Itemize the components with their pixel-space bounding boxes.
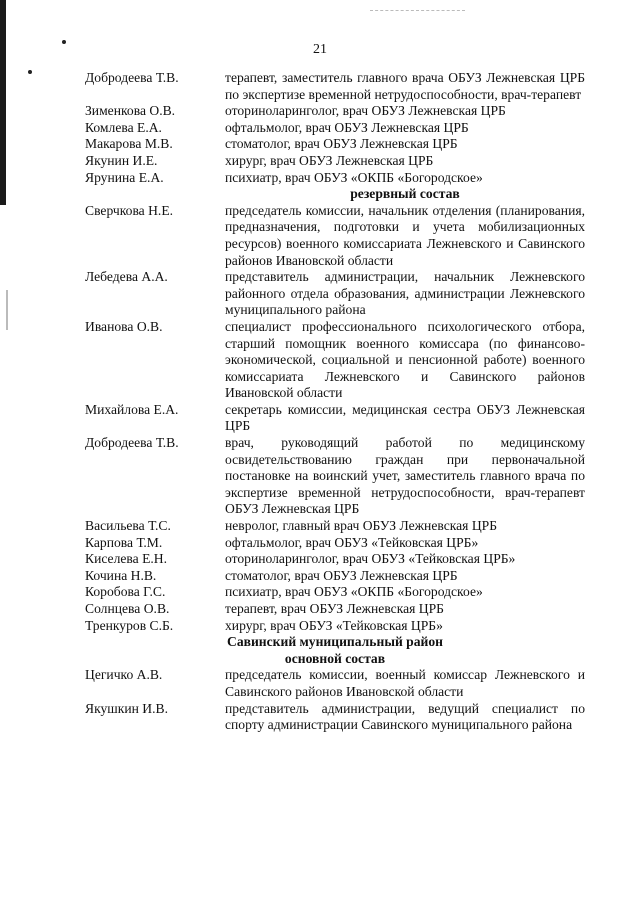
member-role: председатель комиссии, начальник отделения (планирования, предназначения, подготовки и учета мобилизационных ресурсов) военного комиссариата Лежневского и Савинского районов Ивановской области: [225, 202, 585, 268]
member-role: хирург, врач ОБУЗ Лежневская ЦРБ: [225, 152, 434, 168]
scan-edge-bar: [0, 0, 6, 205]
district-heading: Савинский муниципальный район: [227, 634, 443, 650]
scan-dot: [28, 70, 32, 74]
member-row: [85, 319, 585, 402]
member-role: специалист профессионального психологического отбора, старший помощник военного комиссара (по финансово-экономической, социальной и пенсионной работе) военного комиссариата Лежневского и Савинского районов Ивановской области: [225, 318, 585, 401]
member-row: [85, 103, 585, 120]
member-role: терапевт, заместитель главного врача ОБУЗ Лежневская ЦРБ по экспертизе временной нетрудоспособности, врач-терапевт: [225, 70, 585, 102]
member-name: Карпова Т.М.: [85, 534, 163, 550]
member-role: представитель администрации, начальник Лежневского районного отдела образования, администрации Лежневского муниципального района: [225, 269, 585, 318]
member-row: [85, 269, 585, 319]
member-name: Тренкуров С.Б.: [85, 617, 174, 633]
member-name: Иванова О.В.: [85, 318, 163, 334]
member-row: [85, 518, 585, 535]
member-role: невролог, главный врач ОБУЗ Лежневская ЦРБ: [225, 518, 497, 534]
page-number: 21: [313, 42, 327, 57]
member-row: [85, 568, 585, 585]
member-row: [85, 535, 585, 552]
member-name: Якушкин И.В.: [85, 700, 168, 716]
member-row: [85, 153, 585, 170]
member-name: Цегичко А.В.: [85, 667, 163, 683]
member-name: Коробова Г.С.: [85, 584, 166, 600]
section-heading: резервный состав: [350, 186, 460, 202]
member-row: [85, 618, 585, 635]
member-role: хирург, врач ОБУЗ «Тейковская ЦРБ»: [225, 617, 443, 633]
member-row: [85, 667, 585, 700]
member-role: офтальмолог, врач ОБУЗ «Тейковская ЦРБ»: [225, 534, 479, 550]
member-role: стоматолог, врач ОБУЗ Лежневская ЦРБ: [225, 567, 458, 583]
member-role: врач, руководящий работой по медицинскому освидетельствованию граждан при первоначальной постановке на воинский учет, заместитель главного врача по экспертизе временной нетрудоспособности, врач-терапевт ОБУЗ Лежневская ЦРБ: [225, 435, 585, 517]
member-role: представитель администрации, ведущий специалист по спорту администрации Савинского муниципального района: [225, 700, 585, 733]
member-name: Сверчкова Н.Е.: [85, 202, 174, 218]
member-name: Кочина Н.В.: [85, 567, 157, 583]
member-name: Киселева Е.Н.: [85, 551, 167, 567]
member-role: оториноларинголог, врач ОБУЗ Лежневская ЦРБ: [225, 103, 506, 119]
member-name: Зименкова О.В.: [85, 103, 176, 119]
commission-list: [85, 70, 585, 734]
member-row: [85, 551, 585, 568]
member-role: офтальмолог, врач ОБУЗ Лежневская ЦРБ: [225, 119, 469, 135]
member-row: [85, 601, 585, 618]
member-name: Добродеева Т.В.: [85, 435, 179, 451]
member-name: Добродеева Т.В.: [85, 70, 179, 85]
member-name: Комлева Е.А.: [85, 119, 162, 135]
scan-artifact: [370, 10, 465, 12]
member-row: [85, 402, 585, 435]
member-row: [85, 435, 585, 518]
member-role: стоматолог, врач ОБУЗ Лежневская ЦРБ: [225, 136, 458, 152]
member-role: психиатр, врач ОБУЗ «ОКПБ «Богородское»: [225, 584, 483, 600]
member-role: председатель комиссии, военный комиссар Лежневского и Савинского районов Ивановской области: [225, 667, 585, 699]
member-name: Ярунина Е.А.: [85, 169, 164, 185]
member-row: [85, 136, 585, 153]
member-name: Михайлова Е.А.: [85, 401, 179, 417]
district-subheading: основной состав: [284, 650, 386, 666]
scan-edge-mark: [6, 290, 8, 330]
member-name: Васильева Т.С.: [85, 518, 171, 534]
member-role: терапевт, врач ОБУЗ Лежневская ЦРБ: [225, 601, 444, 616]
member-row: [85, 584, 585, 601]
member-role: секретарь комиссии, медицинская сестра ОБУЗ Лежневская ЦРБ: [225, 401, 585, 434]
member-row: [85, 203, 585, 269]
member-name: Лебедева А.А.: [85, 269, 168, 285]
member-name: Солнцева О.В.: [85, 601, 170, 616]
member-name: Макарова М.В.: [85, 136, 173, 152]
member-row: [85, 170, 585, 187]
member-name: Якунин И.Е.: [85, 152, 158, 168]
member-row: [85, 701, 585, 734]
member-row: [85, 70, 585, 103]
member-role: психиатр, врач ОБУЗ «ОКПБ «Богородское»: [225, 169, 483, 185]
member-row: [85, 120, 585, 137]
member-role: оториноларинголог, врач ОБУЗ «Тейковская ЦРБ»: [225, 551, 516, 567]
